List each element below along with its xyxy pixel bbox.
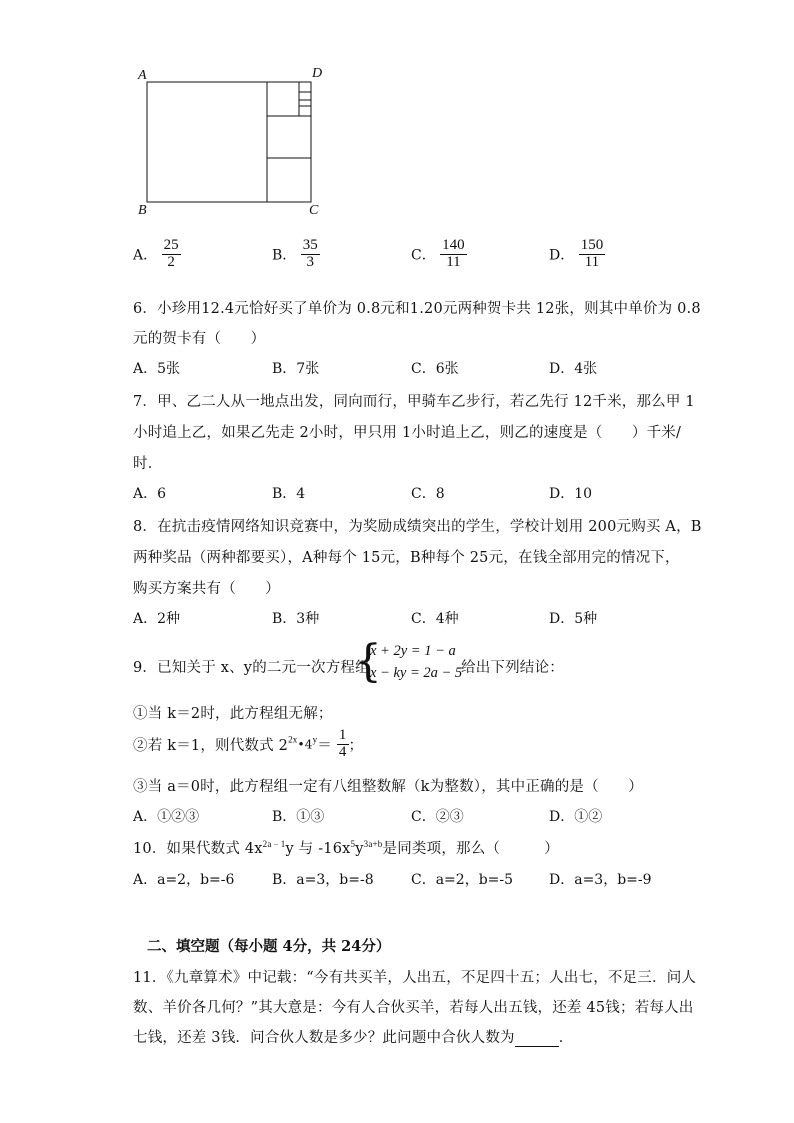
equation-2: x − ky = 2a − 5 — [370, 665, 463, 681]
q7-line-3: 时． — [133, 456, 163, 472]
q10-stem — [133, 837, 559, 858]
q9-option-b[interactable]: B．①③ — [272, 809, 325, 825]
q5-option-d[interactable] — [549, 238, 605, 271]
exponent: y — [312, 734, 318, 745]
q9-options — [133, 806, 653, 826]
q6-option-c[interactable]: C．6张 — [411, 361, 459, 377]
rectangle-figure — [130, 66, 330, 218]
section-heading: 二、填空题（每小题 4分，共 24分） — [147, 938, 391, 955]
q11-line-1: 11．《九章算术》中记载：“今有共买羊，人出五，不足四十五；人出七，不足三．问人 — [133, 970, 697, 986]
statement-2-text: ②若 k＝1，则代数式 2 — [133, 737, 289, 754]
q8-options — [133, 608, 653, 628]
option-letter: C． — [411, 247, 436, 264]
q8-option-b[interactable]: B．3种 — [272, 611, 320, 627]
q10-mid: y 与 -16x — [285, 841, 351, 857]
q8-line-2: 两种奖品（两种都要买），A种每个 15元，B种每个 25元，在钱全部用完的情况下， — [133, 550, 680, 566]
fraction — [162, 238, 181, 271]
option-letter: B． — [272, 247, 297, 264]
denominator: 11 — [584, 253, 600, 270]
rectangle-diagram — [130, 66, 330, 218]
q7-line-1: 7．甲、乙二人从一地点出发，同向而行，甲骑车乙步行，若乙先行 12千米，那么甲 1 — [133, 394, 695, 410]
option-letter: A． — [133, 247, 158, 264]
fraction — [579, 238, 606, 271]
numerator: 25 — [163, 237, 179, 253]
q7-options — [133, 483, 653, 503]
q10-option-c[interactable]: C．a=2，b=-5 — [411, 872, 514, 888]
q6-option-b[interactable]: B．7张 — [272, 361, 320, 377]
system-brace: { — [354, 636, 382, 687]
q10-options — [133, 869, 653, 889]
q10-y: y — [355, 841, 364, 857]
q8-option-a[interactable]: A．2种 — [133, 611, 181, 627]
statement-2-end: ； — [348, 737, 364, 754]
numerator: 150 — [580, 237, 604, 253]
q10-pre: 10．如果代数式 4x — [133, 841, 263, 857]
q9-statement-3: ③当 a＝0时，此方程组一定有八组整数解（k为整数），其中正确的是（ ） — [133, 779, 643, 795]
denominator: 4 — [338, 743, 347, 760]
vertex-label-a: A — [138, 68, 147, 83]
q6-option-d[interactable]: D．4张 — [549, 361, 598, 377]
q11-line-3-end: ． — [558, 1030, 574, 1046]
fraction — [337, 728, 349, 761]
statement-2-mid: •4 — [297, 737, 313, 752]
q11-line-2: 数、羊价各几何？”其大意是：今有人合伙买羊，若每人出五钱，还差 45钱；若每人出 — [133, 1000, 694, 1016]
q10-option-b[interactable]: B．a=3，b=-8 — [272, 872, 374, 888]
q5-option-c[interactable] — [411, 238, 467, 271]
numerator: 35 — [302, 237, 318, 253]
equation-1: x + 2y = 1 − a — [370, 643, 456, 659]
q7-option-b[interactable]: B．4 — [272, 486, 306, 502]
q10-option-d[interactable]: D．a=3，b=-9 — [549, 872, 652, 888]
denominator: 11 — [446, 253, 461, 270]
q9-option-a[interactable]: A．①②③ — [133, 809, 200, 825]
q9-option-c[interactable]: C．②③ — [411, 809, 464, 825]
q8-line-1: 8．在抗击疫情网络知识竞赛中，为奖励成绩突出的学生，学校计划用 200元购买 A，B — [133, 519, 702, 535]
q9-statement-1: ①当 k＝2时，此方程组无解； — [133, 706, 333, 722]
q11-line-3-text: 七钱，还差 3钱．问合伙人数是多少？此问题中合伙人数为 — [133, 1030, 515, 1046]
q8-line-3: 购买方案共有（ ） — [133, 581, 280, 597]
exponent: 2a — [262, 839, 272, 849]
q6-options — [133, 358, 653, 378]
q5-options — [133, 238, 653, 282]
q7-option-c[interactable]: C．8 — [411, 486, 445, 502]
q9-tail: 给出下列结论： — [461, 660, 564, 676]
q9-statement-2 — [133, 728, 363, 761]
q10-option-a[interactable]: A．a=2，b=-6 — [133, 872, 235, 888]
exponent: 5 — [350, 839, 356, 849]
q5-option-b[interactable] — [272, 238, 320, 271]
vertex-label-c: C — [309, 203, 319, 218]
q7-option-d[interactable]: D．10 — [549, 486, 593, 502]
q8-option-c[interactable]: C．4种 — [411, 611, 459, 627]
q9-option-d[interactable]: D．①② — [549, 809, 603, 825]
q9-intro: 9．已知关于 x、y的二元一次方程组 — [133, 660, 370, 676]
q10-post: 是同类项，那么（ ） — [382, 841, 559, 857]
answer-blank[interactable] — [515, 1032, 559, 1047]
denominator: 2 — [167, 253, 175, 270]
q8-option-d[interactable]: D．5种 — [549, 611, 598, 627]
fraction — [301, 238, 320, 271]
q5-option-a[interactable] — [133, 238, 181, 271]
q6-line-2: 元的贺卡有（ ） — [133, 331, 266, 347]
q6-option-a[interactable]: A．5张 — [133, 361, 181, 377]
numerator: 140 — [442, 237, 465, 253]
equals-sign: ＝ — [317, 737, 332, 754]
option-letter: D． — [549, 247, 575, 264]
q7-option-a[interactable]: A．6 — [133, 486, 167, 502]
numerator: 1 — [338, 727, 347, 743]
equation-system — [370, 640, 462, 684]
exponent: 2x — [288, 734, 298, 745]
exponent: ﹣1 — [271, 839, 286, 849]
denominator: 3 — [306, 253, 314, 270]
vertex-label-d: D — [312, 66, 323, 81]
exponent: 3a+b — [363, 839, 383, 849]
fraction — [440, 238, 467, 271]
q6-line-1: 6．小珍用12.4元恰好买了单价为 0.8元和1.20元两种贺卡共 12张，则其中单价为 0.8 — [133, 301, 701, 317]
q11-line-3 — [133, 1026, 573, 1047]
q7-line-2: 小时追上乙，如果乙先走 2小时，甲只用 1小时追上乙，则乙的速度是（ ）千米/ — [133, 425, 682, 441]
vertex-label-b: B — [138, 203, 147, 218]
